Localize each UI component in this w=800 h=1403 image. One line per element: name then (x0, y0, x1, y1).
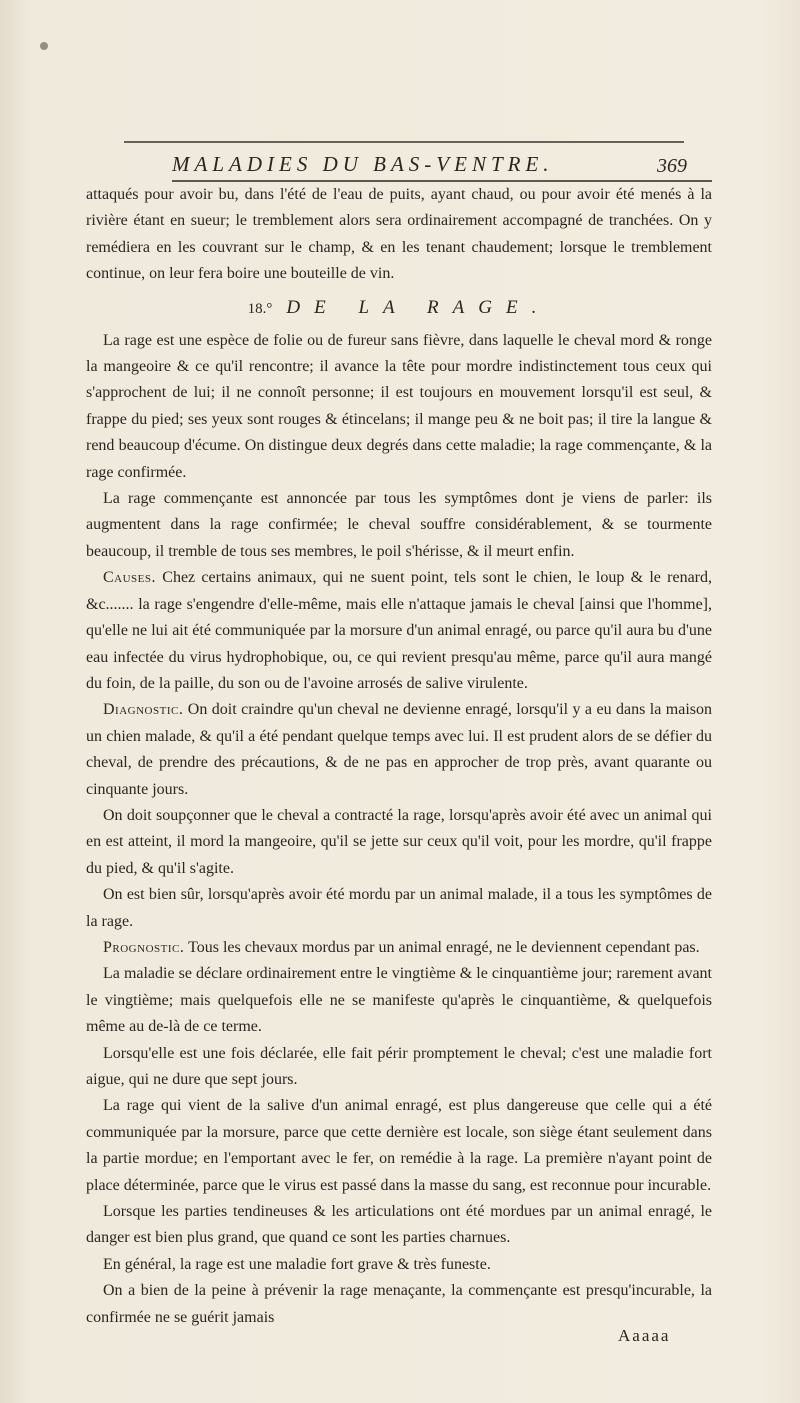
paragraph-text: On doit craindre qu'un cheval ne devienne enragé, lorsqu'il y a eu dans la maison un chien malade, & qu'il a été pendant quelque temps avec lui. Il est prudent alors de se défier du cheval, de prendre des précautions, & de ne pas en approcher de trop près, avant quarante ou cinquante jours. (86, 701, 712, 798)
paragraph-text: La maladie se déclare ordinairement entre le vingtième & le cinquantième jour; rarement avant le vingtième; mais quelquefois elle ne se manifeste qu'après le cinquantième, & quelquefois même au de-là de ce terme. (86, 965, 712, 1036)
paragraph (86, 1093, 712, 1199)
ink-spot (40, 42, 48, 50)
paragraph (86, 1041, 712, 1094)
paragraph (86, 1278, 712, 1331)
page-number: 369 (657, 155, 687, 177)
paragraph-text: Lorsque les parties tendineuses & les articulations ont été mordues par un animal enragé, le danger est bien plus grand, que quand ce sont les parties charnues. (86, 1203, 712, 1247)
paragraph-text: Tous les chevaux mordus par un animal enragé, ne le deviennent cependant pas. (184, 938, 700, 956)
section-title: DE LA RAGE. (286, 296, 551, 318)
paragraph-causes (86, 565, 712, 697)
paragraph-text: En général, la rage est une maladie fort grave & très funeste. (103, 1255, 491, 1273)
paragraph-text: La rage qui vient de la salive d'un animal enragé, est plus dangereuse que celle qui a été communiquée par la morsure, parce que cette dernière est locale, son siège étant seulement dans la partie mordue; en l'emportant avec le fer, on remédie à la rage. La première n'ayant point de place déterminée, parce que le virus est passé dans la masse du sang, est reconnue pour incurable. (86, 1097, 712, 1194)
paragraph (86, 1252, 712, 1278)
paragraph (86, 328, 712, 486)
paragraph-text: Lorsqu'elle est une fois déclarée, elle fait périr promptement le cheval; c'est une maladie fort aigue, qui ne dure que sept jours. (86, 1044, 712, 1088)
paragraph-lead: Causes. (103, 569, 157, 587)
continued-paragraph: attaqués pour avoir bu, dans l'été de l'eau de puits, ayant chaud, ou pour avoir été menés à la rivière étant en sueur; le tremblement alors sera ordinairement accompagné de tranchées. On y remédiera en les couvrant sur le champ, & en les tenant chaudement; lorsque le tremblement continue, on leur fera boire une bouteille de vin. (86, 186, 712, 283)
paragraph (86, 882, 712, 935)
paragraph-text: La rage est une espèce de folie ou de fureur sans fièvre, dans laquelle le cheval mord & ronge la mangeoire & ce qu'il rencontre; il avance la tête pour mordre indistinctement tous ceux qui s'approchent de lui; il ne connoît personne; il est toujours en mouvement lorsqu'il est seul, & frappe du pied; ses yeux sont rouges & étincelans; il mange peu & ne boit pas; il tire la langue & rend beaucoup d'écume. On distingue deux degrés dans cette maladie; la rage commençante, & la rage confirmée. (86, 331, 712, 481)
paragraph-lead: Diagnostic. (103, 701, 184, 719)
paragraph (86, 961, 712, 1040)
paragraph-text: La rage commençante est annoncée par tous les symptômes dont je viens de parler: ils augmentent dans la rage confirmée; le cheval souffre considérablement, & se tourmente beaucoup, il tremble de tous ses membres, le poil s'hérisse, & il meurt enfin. (86, 490, 712, 560)
paragraph-text: On a bien de la peine à prévenir la rage menaçante, la commençante est presqu'incurable, la confirmée ne se guérit jamais (86, 1282, 712, 1326)
body-text (86, 182, 712, 1331)
paragraph (86, 803, 712, 882)
paragraph-text: On doit soupçonner que le cheval a contracté la rage, lorsqu'après avoir été avec un animal qui en est atteint, il mord la mangeoire, qu'il se jette sur ceux qu'il voit, pour les mordre, qu'il frappe du pied, & qu'il s'agite. (86, 806, 712, 877)
paragraph (86, 1199, 712, 1252)
running-header: MALADIES DU BAS-VENTRE. (172, 152, 554, 176)
paragraph-diagnostic (86, 697, 712, 803)
top-rule (124, 141, 684, 143)
section-number: 18.° (247, 300, 273, 317)
paragraph-lead: Prognostic. (103, 938, 185, 956)
paragraph (86, 486, 712, 565)
paragraph-text: On est bien sûr, lorsqu'après avoir été mordu par un animal malade, il a tous les symptômes de la rage. (86, 886, 712, 930)
paragraph-text: Chez certains animaux, qui ne suent point, tels sont le chien, le loup & le renard, &c....... la rage s'engendre d'elle-même, mais elle n'attaque jamais le cheval [ainsi que l'homme], qu'elle ne lui ait été communiquée par la morsure d'un animal enragé, ou parce qu'il aura bu d'une eau infectée du virus hydrophobique, ou, ce qui revient presqu'au même, parce qu'il aura mangé du foin, de la paille, du son ou de l'avoine arrosés de salive virulente. (86, 569, 712, 692)
paragraph-prognostic (86, 935, 712, 961)
signature-mark: Aaaaa (618, 1326, 671, 1345)
section-heading (86, 292, 712, 325)
